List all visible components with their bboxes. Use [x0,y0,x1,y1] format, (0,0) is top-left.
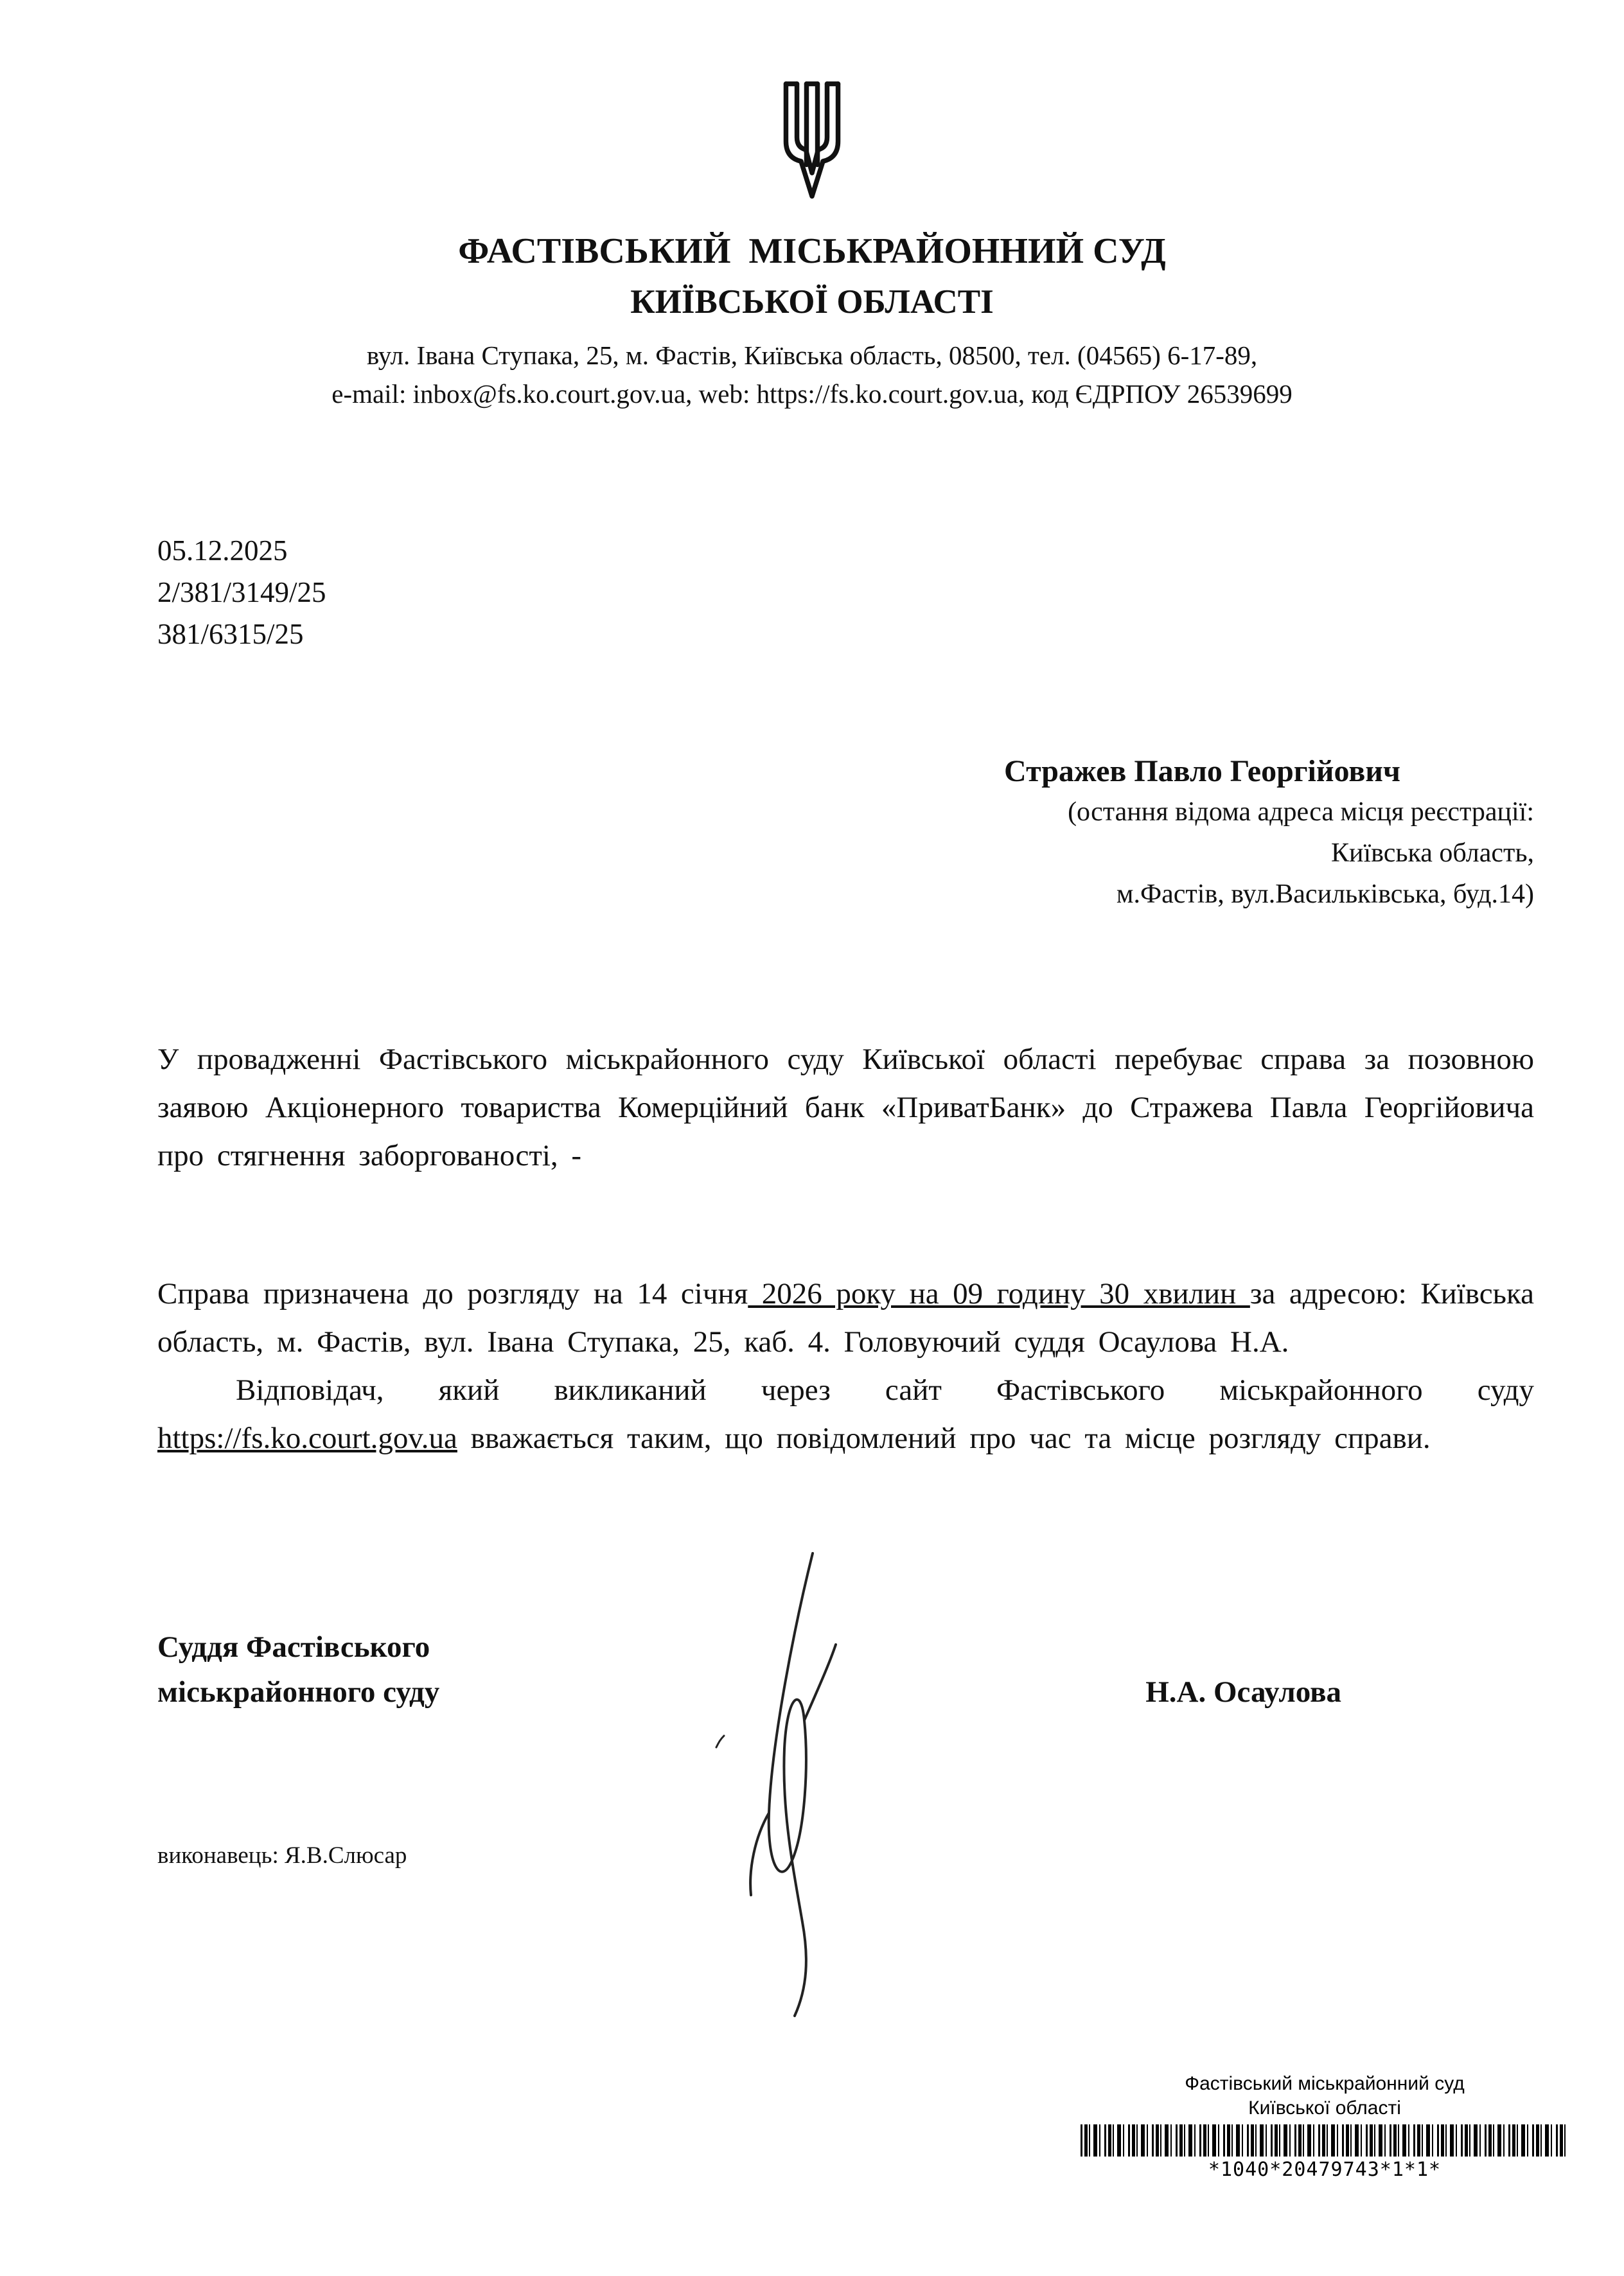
court-address-line: вул. Івана Ступака, 25, м. Фастів, Київська область, 08500, тел. (04565) 6-17-89, [366,340,1258,370]
court-email-web-line: e-mail: inbox@fs.ko.court.gov.ua, web: https://fs.ko.court.gov.ua, код ЄДРПОУ 26539699 [331,379,1293,409]
court-name [0,225,1624,327]
judge-role-line1: Суддя Фастівського [157,1630,430,1664]
case-number: 2/381/3149/25 [157,576,326,608]
registration-stamp [1068,2072,1582,2182]
paragraph-case-intro: У провадженні Фастівського міськрайонного суду Київської області перебуває справа за позовною заявою Акціонерного товариства Комерційний банк «ПриватБанк» до Стражева Павла Георгійовича про стягнення заборгованості, - [157,1043,1534,1172]
barcode-icon [1081,2124,1569,2157]
reference-block [157,530,1534,655]
court-name-line1: ФАСТІВСЬКИЙ МІСЬКРАЙОННИЙ СУД [458,231,1166,271]
notification-text-after: вважається таким, що повідомлений про час та місце розгляду справи. [457,1422,1431,1455]
registration-number: 381/6315/25 [157,618,304,650]
hearing-text-after: за адресою: Київська область, м. Фастів, вул. Івана Ступака, 25, каб. 4. Головуючий суддя Осаулова Н.А. [157,1277,1534,1359]
recipient-note: (остання відома адреса місця реєстрації: [1068,797,1534,827]
judge-role-line2: міськрайонного суду [157,1675,440,1709]
hearing-text-before: Справа призначена до розгляду на 14 січня [157,1277,748,1310]
letter-body [157,1036,1534,1463]
court-name-line2: КИЇВСЬКОЇ ОБЛАСТІ [630,283,994,321]
recipient-name: Стражев Павло Георгійович [1004,754,1400,788]
hearing-datetime: 2026 року на 09 годину 30 хвилин [748,1277,1250,1310]
document-date: 05.12.2025 [157,534,288,567]
executor-line: виконавець: Я.В.Слюсар [157,1842,407,1869]
paragraph-notification [157,1366,1534,1463]
recipient-block [157,752,1534,915]
recipient-region: Київська область, [1330,838,1534,868]
judge-name: Н.А. Осаулова [1145,1675,1341,1709]
stamp-court-region: Київської області [1248,2097,1401,2119]
notification-text-before: Відповідач, який викликаний через сайт Фастівського міськрайонного суду [236,1373,1534,1407]
recipient-street: м.Фастів, вул.Васильківська, буд.14) [1116,879,1534,909]
court-website-link: https://fs.ko.court.gov.ua [157,1422,457,1455]
judge-role [157,1625,439,1715]
court-contacts [0,336,1624,413]
handwritten-signature [710,1535,870,2043]
paragraph-hearing [157,1270,1534,1366]
signature-block [157,1625,1534,1715]
ukraine-trident-icon [771,76,853,204]
letterhead [0,0,1624,413]
barcode-number: *1040*20479743*1*1* [1208,2158,1442,2181]
stamp-court-name: Фастівський міськрайонний суд [1185,2073,1465,2094]
